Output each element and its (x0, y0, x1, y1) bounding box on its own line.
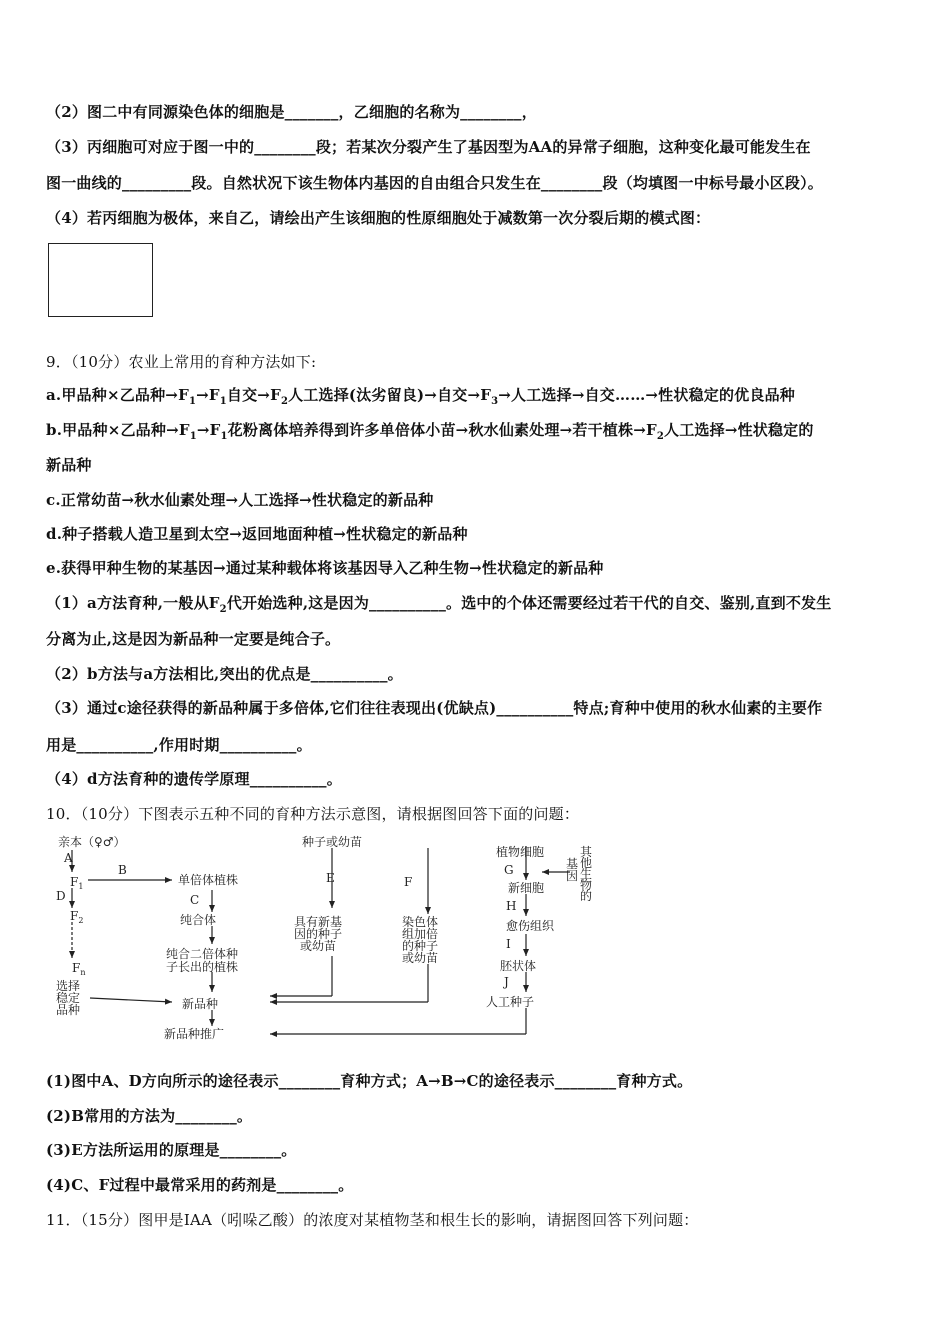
node-Fn: $F_n$ (72, 961, 86, 977)
q11-number: 11． (46, 1211, 81, 1229)
select-stable-l1: 选择 (56, 979, 81, 993)
q10-sub1: (1)图中A、D方向所示的途径表示________育种方式；A→B→C的途径表示________育种方式。 (46, 1072, 693, 1090)
node-newgene-l3: 或幼苗 (300, 939, 337, 953)
label-G: G (504, 863, 514, 877)
q10-sub4: (4)C、F过程中最常采用的药剂是________。 (46, 1176, 354, 1194)
q9-method-c: c.正常幼苗→秋水仙素处理→人工选择→性状稳定的新品种 (46, 491, 434, 509)
label-F: F (404, 875, 413, 889)
q10-number: 10． (46, 805, 81, 823)
q9-points: （10分） (70, 353, 129, 371)
q10-sub3: (3)E方法所运用的原理是________。 (46, 1141, 297, 1159)
label-D: D (56, 889, 66, 903)
other-org-l3: 生 (580, 867, 593, 881)
node-plant-cell: 植物细胞 (496, 845, 545, 859)
q11-points: （15分） (80, 1211, 139, 1229)
q11-header (46, 1210, 698, 1230)
q10-header (46, 804, 579, 824)
label-I: I (506, 937, 511, 951)
q8-sub3-line2: 图一曲线的_________段。自然状况下该生物体内基因的自由组合只发生在________段（均填图一中标号最小区段）。 (46, 174, 824, 192)
node-chromo-l3: 的种子 (402, 939, 439, 953)
q10-prompt: 下图表示五种不同的育种方法示意图，请根据图回答下面的问题： (138, 805, 580, 823)
node-pure: 纯合体 (180, 913, 217, 927)
node-seed: 种子或幼苗 (302, 835, 363, 849)
drawing-answer-box[interactable] (48, 243, 153, 317)
q9-method-a: a.甲品种×乙品种$\to F_1\to F_1$自交$\to F_2$人工选择(汰劣留良)→自交$\to F_3\to$人工选择→自交……→性状稳定的优良品种 (46, 386, 795, 407)
node-newgene-l2: 因的种子 (294, 927, 343, 941)
q9-prompt: 农业上常用的育种方法如下: (128, 353, 317, 371)
node-embryoid: 胚状体 (500, 959, 537, 973)
other-org-l4: 物 (580, 878, 593, 892)
q11-prompt: 图甲是IAA（吲哚乙酸）的浓度对某植物茎和根生长的影响，请据图回答下列问题： (138, 1211, 699, 1229)
q9-sub1-line2: 分离为止,这是因为新品种一定要是纯合子。 (46, 630, 341, 648)
gene-l1: 基 (566, 857, 579, 871)
node-F2: $F_2$ (70, 909, 84, 925)
node-F1: $F_1$ (70, 875, 84, 891)
label-C: C (190, 893, 200, 907)
q9-method-b-cont: 新品种 (46, 456, 92, 474)
node-new-cell: 新细胞 (508, 881, 545, 895)
label-J: J (504, 975, 509, 989)
node-artificial-seed: 人工种子 (486, 995, 535, 1009)
q8-sub3-line1: （3）丙细胞可对应于图一中的________段；若某次分裂产生了基因型为AA的异常子细胞，这种变化最可能发生在 (46, 138, 811, 156)
other-org-l1: 其 (580, 845, 593, 859)
label-H: H (506, 899, 517, 913)
node-chromo-l2: 组加倍 (402, 927, 439, 941)
node-haploid: 单倍体植株 (178, 873, 239, 887)
node-chromo-l4: 或幼苗 (402, 951, 439, 965)
breeding-methods-diagram (50, 832, 610, 1048)
diagram-parent: 亲本（♀♂） (58, 835, 126, 849)
gene-l2: 因 (566, 869, 579, 883)
label-A: A (64, 851, 73, 865)
q9-sub1-line1: （1）a方法育种,一般从$F_2$代开始选种,这是因为__________。选中的个体还需要经过若干代的自交、鉴别,直到不发生 (46, 594, 832, 615)
q9-method-b: b.甲品种×乙品种$\to F_1\to F_1$花粉离体培养得到许多单倍体小苗→秋水仙素处理→若干植株$\to F_2$人工选择→性状稳定的 (46, 421, 814, 442)
q9-method-e: e.获得甲种生物的某基因→通过某种载体将该基因导入乙种生物→性状稳定的新品种 (46, 559, 604, 577)
q9-header (46, 352, 316, 372)
q8-sub2: （2）图二中有同源染色体的细胞是_______，乙细胞的名称为________， (46, 103, 537, 121)
other-org-l5: 的 (580, 889, 593, 903)
q10-sub2: (2)B常用的方法为________。 (46, 1107, 253, 1125)
q8-sub4: （4）若丙细胞为极体，来自乙，请绘出产生该细胞的性原细胞处于减数第一次分裂后期的模式图： (46, 209, 711, 227)
q9-method-d: d.种子搭载人造卫星到太空→返回地面种植→性状稳定的新品种 (46, 525, 468, 543)
node-newgene-l1: 具有新基 (294, 915, 343, 929)
q10-points: （10分） (80, 805, 139, 823)
select-stable-l2: 稳定 (56, 991, 81, 1005)
other-org-l2: 他 (580, 856, 593, 870)
q9-sub3-line2: 用是__________,作用时期__________。 (46, 736, 312, 754)
node-diploid-l2: 子长出的植株 (166, 960, 239, 974)
q9-sub3-line1: （3）通过c途径获得的新品种属于多倍体,它们往往表现出(优缺点)__________特点;育种中使用的秋水仙素的主要作 (46, 699, 823, 717)
q9-number: 9． (46, 353, 71, 371)
select-stable-l3: 品种 (56, 1003, 81, 1017)
q9-sub2: （2）b方法与a方法相比,突出的优点是__________。 (46, 665, 403, 683)
node-promote: 新品种推广 (164, 1027, 225, 1041)
label-B: B (118, 863, 127, 877)
node-callus: 愈伤组织 (506, 919, 555, 933)
q9-sub4: （4）d方法育种的遗传学原理__________。 (46, 770, 342, 788)
node-diploid-l1: 纯合二倍体种 (166, 947, 239, 961)
label-E: E (326, 871, 335, 885)
node-new-variety: 新品种 (182, 997, 219, 1011)
node-chromo-l1: 染色体 (402, 915, 439, 929)
